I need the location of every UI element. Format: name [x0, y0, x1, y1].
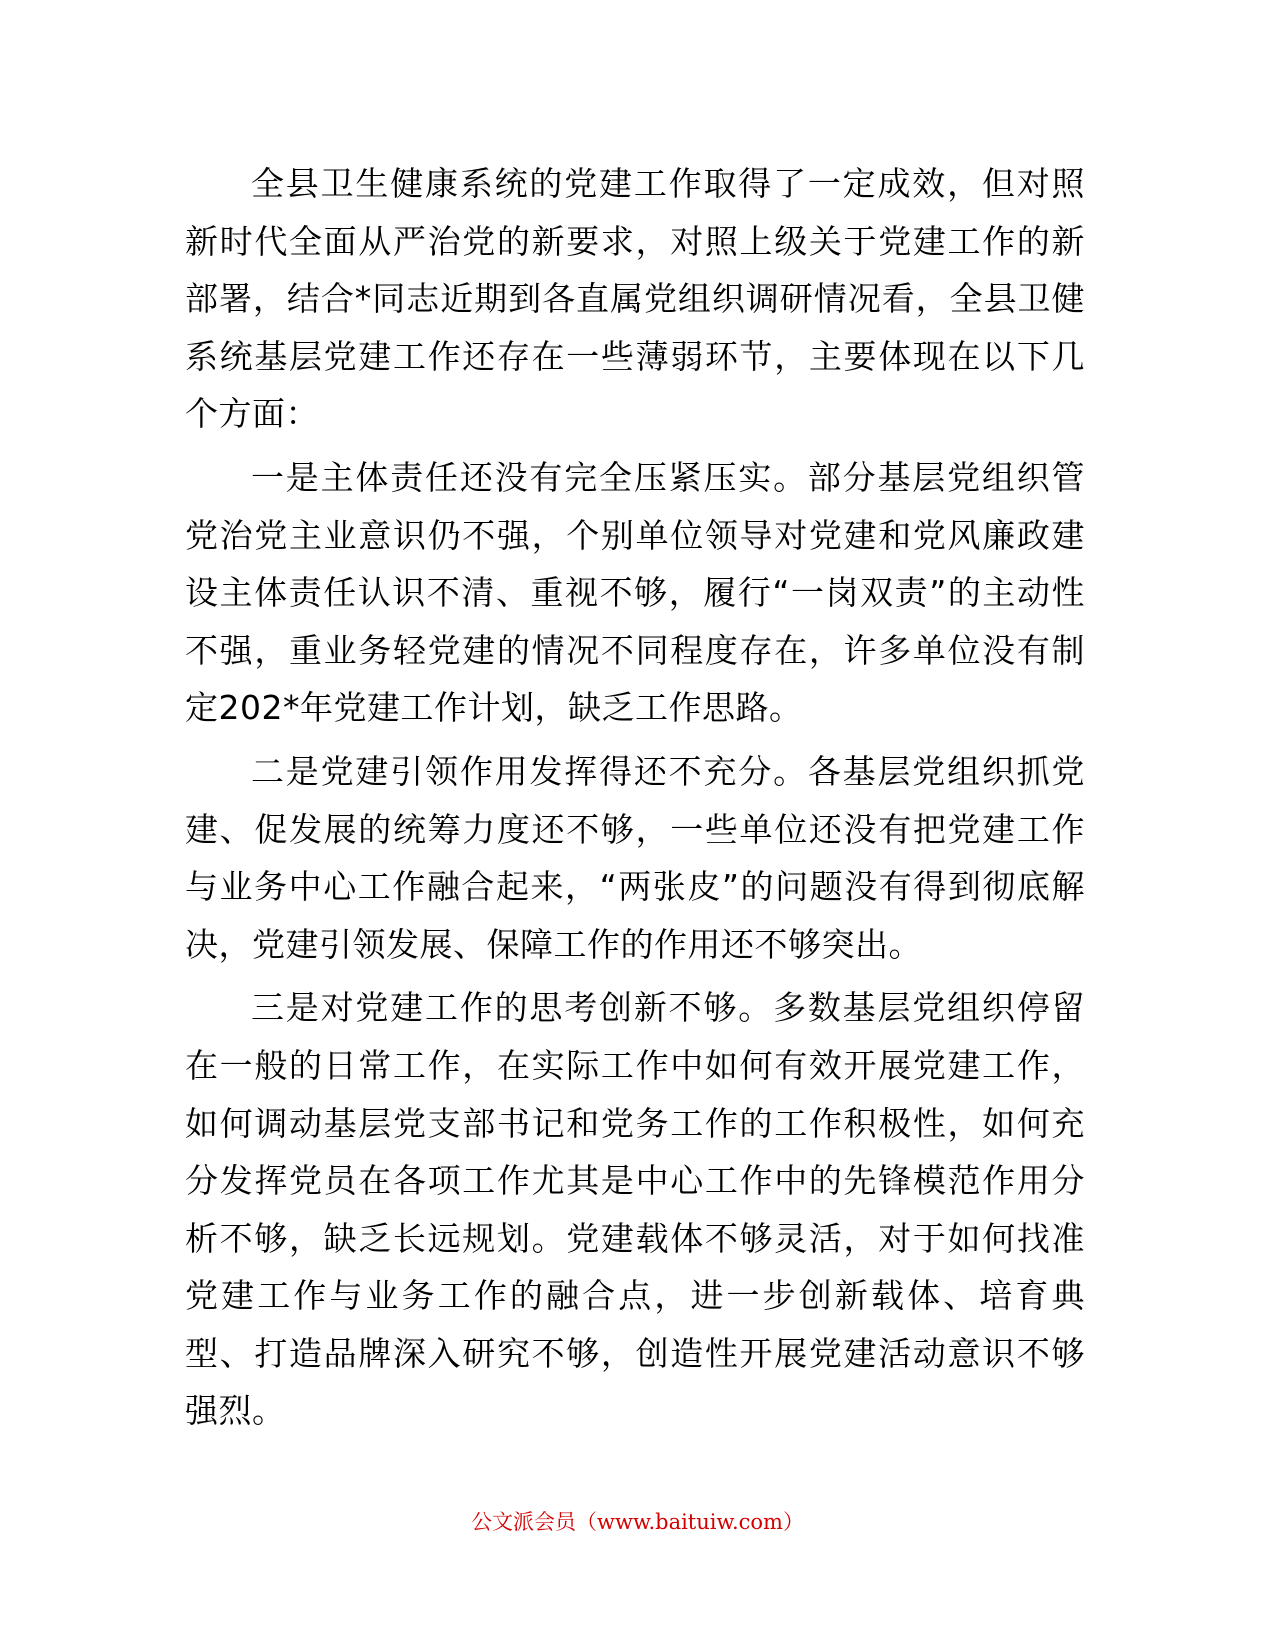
paragraph-point-three: 三是对党建工作的思考创新不够。多数基层党组织停留在一般的日常工作，在实际工作中如何有效开展党建工作，如何调动基层党支部书记和党务工作的工作积极性，如何充分发挥党员在各项工作尤其是中心工作中的先锋模范作用分析不够，缺乏长远规划。党建载体不够灵活，对于如何找准党建工作与业务工作的融合点，进一步创新载体、培育典型、打造品牌深入研究不够，创造性开展党建活动意识不够强烈。	[185, 988, 1085, 1431]
footer-watermark: 公文派会员（www.baituiw.com）	[471, 1510, 804, 1534]
paragraph-point-two: 二是党建引领作用发挥得还不充分。各基层党组织抓党建、促发展的统筹力度还不够，一些单位还没有把党建工作与业务中心工作融合起来，“两张皮”的问题没有得到彻底解决，党建引领发展、保障工作的作用还不够突出。	[185, 751, 1085, 964]
paragraph-intro: 全县卫生健康系统的党建工作取得了一定成效，但对照新时代全面从严治党的新要求，对照上级关于党建工作的新部署，结合*同志近期到各直属党组织调研情况看，全县卫健系统基层党建工作还存在一些薄弱环节，主要体现在以下几个方面：	[185, 164, 1085, 434]
paragraph-point-one: 一是主体责任还没有完全压紧压实。部分基层党组织管党治党主业意识仍不强，个别单位领导对党建和党风廉政建设主体责任认识不清、重视不够，履行“一岗双责”的主动性不强，重业务轻党建的情况不同程度存在，许多单位没有制定202*年党建工作计划，缺乏工作思路。	[185, 457, 1085, 728]
document-body	[185, 155, 1085, 1446]
